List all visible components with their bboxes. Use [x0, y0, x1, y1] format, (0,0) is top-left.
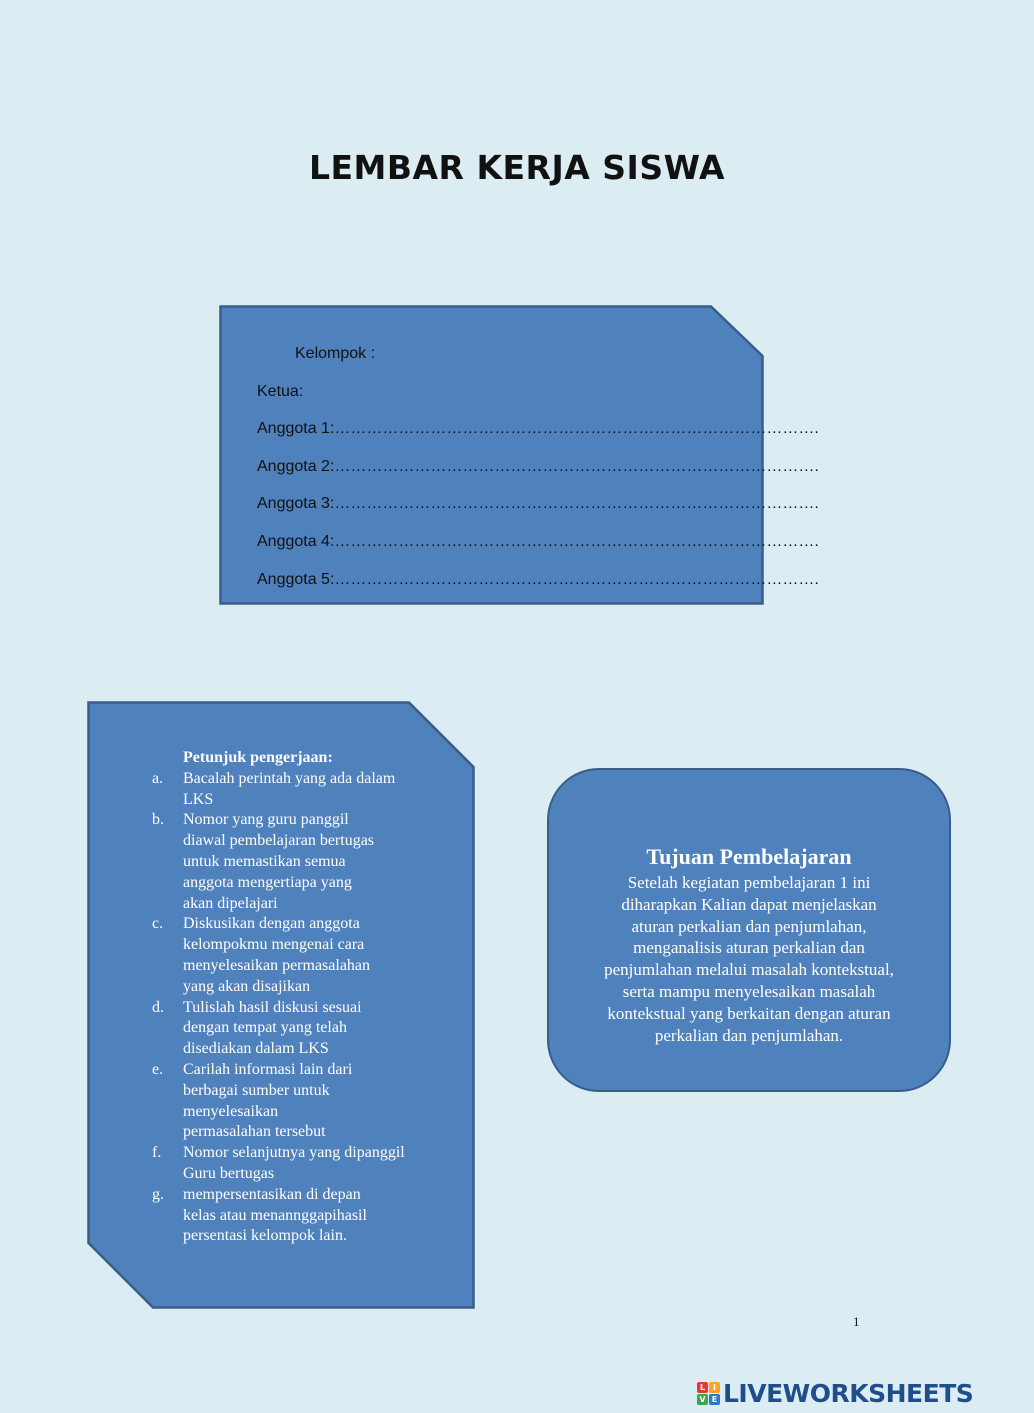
- page-number: 1: [853, 1314, 860, 1329]
- learning-goals-line: aturan perkalian dan penjumlahan,: [631, 916, 867, 936]
- liveworksheets-brand: [697, 1377, 973, 1409]
- instruction-line: disediakan dalam LKS: [183, 1040, 329, 1058]
- logo-letter-tile: L: [697, 1382, 708, 1393]
- instruction-line: yang akan disajikan: [183, 977, 311, 995]
- instruction-line: menyelesaikan permasalahan: [183, 956, 371, 974]
- learning-goals-line: penjumlahan melalui masalah kontekstual,: [604, 960, 894, 980]
- ketua-label: Ketua:: [257, 382, 304, 400]
- instruction-line: Carilah informasi lain dari: [183, 1060, 353, 1078]
- anggota-2-line: Anggota 2:……………………………………………………………………………….: [257, 457, 819, 475]
- instruction-item: [149, 998, 439, 1060]
- instruction-line: berbagai sumber untuk: [183, 1081, 330, 1099]
- instruction-line: LKS: [183, 790, 214, 808]
- instruction-line: permasalahan tersebut: [183, 1123, 326, 1141]
- anggota-4-line: Anggota 4:……………………………………………………………………………….: [257, 532, 819, 550]
- brand-name: LIVEWORKSHEETS: [723, 1378, 974, 1408]
- learning-goals-heading: Tujuan Pembelajaran: [646, 844, 852, 869]
- instruction-marker: a.: [152, 769, 164, 787]
- instruction-line: Tulislah hasil diskusi sesuai: [183, 998, 362, 1016]
- anggota-3-line: Anggota 3:……………………………………………………………………………….: [257, 495, 819, 513]
- instruction-line: dengan tempat yang telah: [183, 1019, 347, 1037]
- instruction-line: Nomor yang guru panggil: [183, 811, 349, 829]
- page-title: LEMBAR KERJA SISWA: [308, 148, 726, 187]
- learning-goals-line: perkalian dan penjumlahan.: [654, 1025, 844, 1045]
- instructions-heading: Petunjuk pengerjaan:: [183, 749, 333, 766]
- learning-goals-line: kontekstual yang berkaitan dengan aturan: [607, 1003, 891, 1023]
- instruction-line: akan dipelajari: [183, 894, 278, 912]
- instruction-line: kelompokmu mengenai cara: [183, 936, 365, 954]
- learning-goals-text: [567, 872, 931, 1046]
- anggota-1-line: Anggota 1:……………………………………………………………………………….: [257, 420, 819, 438]
- instructions-list: [149, 769, 439, 1247]
- instruction-item: [149, 914, 439, 997]
- instruction-line: Nomor selanjutnya yang dipanggil: [183, 1144, 405, 1162]
- learning-goals-line: menganalisis aturan perkalian dan: [633, 938, 865, 958]
- instruction-marker: g.: [152, 1185, 164, 1203]
- instruction-line: kelas atau menannggapihasil: [183, 1206, 367, 1224]
- kelompok-label: Kelompok :: [295, 345, 376, 362]
- instruction-line: Bacalah perintah yang ada dalam: [183, 769, 396, 787]
- instruction-line: Guru bertugas: [183, 1164, 275, 1182]
- instruction-item: [149, 769, 439, 811]
- logo-letter-tile: V: [697, 1394, 708, 1405]
- learning-goals-box: [547, 768, 951, 1092]
- instruction-item: [149, 1060, 439, 1143]
- instruction-line: Diskusikan dengan anggota: [183, 915, 360, 933]
- instruction-line: menyelesaikan: [183, 1102, 279, 1120]
- instruction-item: [149, 1185, 439, 1247]
- liveworksheets-logo-icon: [697, 1382, 720, 1405]
- instruction-line: untuk memastikan semua: [183, 852, 346, 870]
- learning-goals-line: serta mampu menyelesaikan masalah: [622, 981, 876, 1001]
- instruction-item: [149, 810, 439, 914]
- instruction-item: [149, 1143, 439, 1185]
- learning-goals-line: Setelah kegiatan pembelajaran 1 ini: [627, 873, 871, 892]
- logo-letter-tile: E: [709, 1394, 720, 1405]
- instruction-line: anggota mengertiapa yang: [183, 873, 352, 891]
- instruction-line: diawal pembelajaran bertugas: [183, 832, 375, 850]
- instructions-box: [87, 701, 475, 1309]
- group-info-box: [219, 305, 819, 605]
- instruction-line: mempersentasikan di depan: [183, 1185, 361, 1203]
- learning-goals-line: diharapkan Kalian dapat menjelaskan: [621, 894, 877, 914]
- instruction-marker: e.: [152, 1060, 164, 1078]
- logo-letter-tile: I: [709, 1382, 720, 1393]
- instruction-marker: b.: [152, 811, 164, 829]
- instruction-line: persentasi kelompok lain.: [183, 1227, 347, 1245]
- instruction-marker: f.: [152, 1144, 162, 1162]
- instruction-marker: d.: [152, 998, 164, 1016]
- anggota-5-line: Anggota 5:……………………………………………………………………………….: [257, 570, 819, 588]
- instruction-marker: c.: [152, 915, 164, 933]
